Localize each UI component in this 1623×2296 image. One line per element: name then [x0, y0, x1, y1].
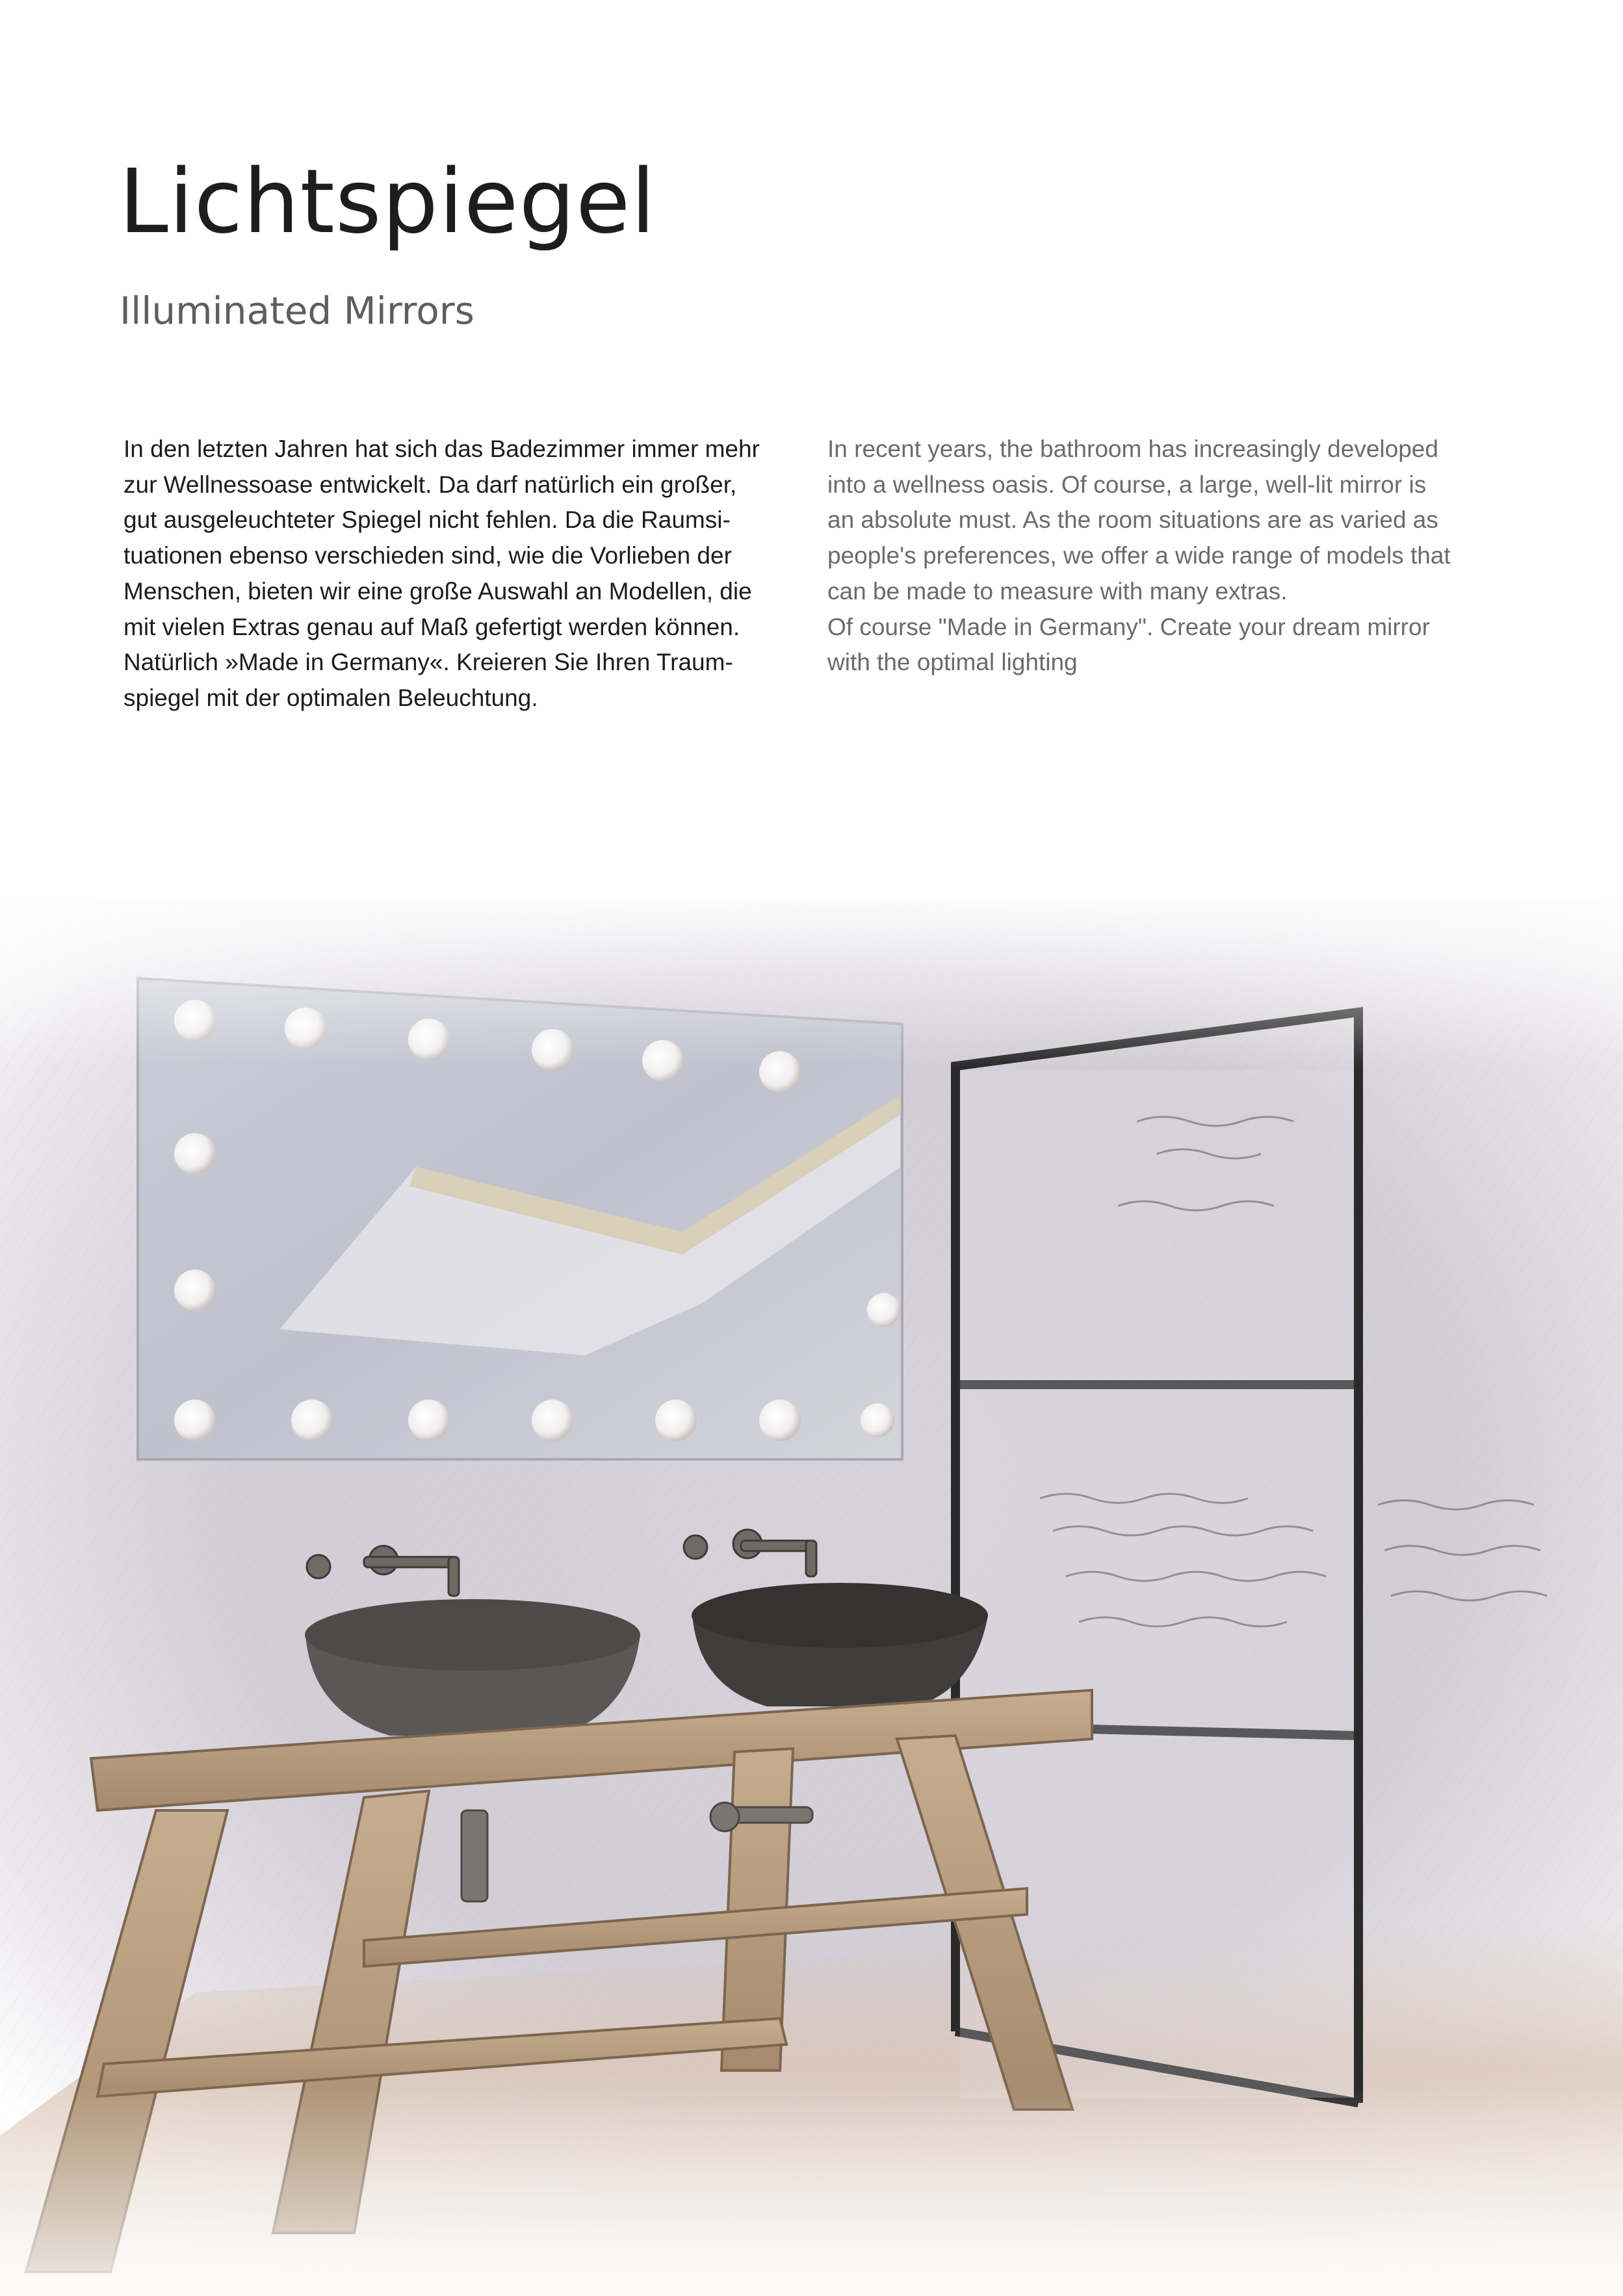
english-line: with the optimal lighting — [827, 649, 1078, 676]
german-line: gut ausgeleuchteter Spiegel nicht fehlen. Da die Raumsi- — [123, 506, 731, 534]
english-line: Of course "Made in Germany". Create your dream mirror — [827, 613, 1430, 640]
german-line: Menschen, bieten wir eine große Auswahl an Modellen, die — [123, 577, 752, 605]
english-paragraph — [827, 432, 1451, 681]
page-title: Lichtspiegel — [119, 151, 656, 254]
english-line: an absolute must. As the room situations are as varied as — [827, 506, 1438, 534]
page-subtitle: Illuminated Mirrors — [120, 289, 474, 333]
english-line: can be made to measure with many extras. — [827, 577, 1288, 605]
german-line: tuationen ebenso verschieden sind, wie die Vorlieben der — [123, 542, 732, 569]
english-line: into a wellness oasis. Of course, a large, well-lit mirror is — [827, 471, 1427, 498]
german-line: mit vielen Extras genau auf Maß gefertigt werden können. — [123, 613, 740, 640]
german-line: Natürlich »Made in Germany«. Kreieren Sie Ihren Traum- — [123, 649, 733, 676]
english-line: people's preferences, we offer a wide range of models that — [827, 542, 1451, 569]
german-line: spiegel mit der optimalen Beleuchtung. — [123, 684, 538, 711]
english-line: In recent years, the bathroom has increasingly developed — [827, 436, 1438, 462]
german-line: zur Wellnessoase entwickelt. Da darf natürlich ein großer, — [123, 471, 737, 498]
german-line: In den letzten Jahren hat sich das Badezimmer immer mehr — [123, 436, 760, 462]
bathroom-illustration — [0, 900, 1623, 2296]
german-paragraph — [123, 432, 760, 716]
